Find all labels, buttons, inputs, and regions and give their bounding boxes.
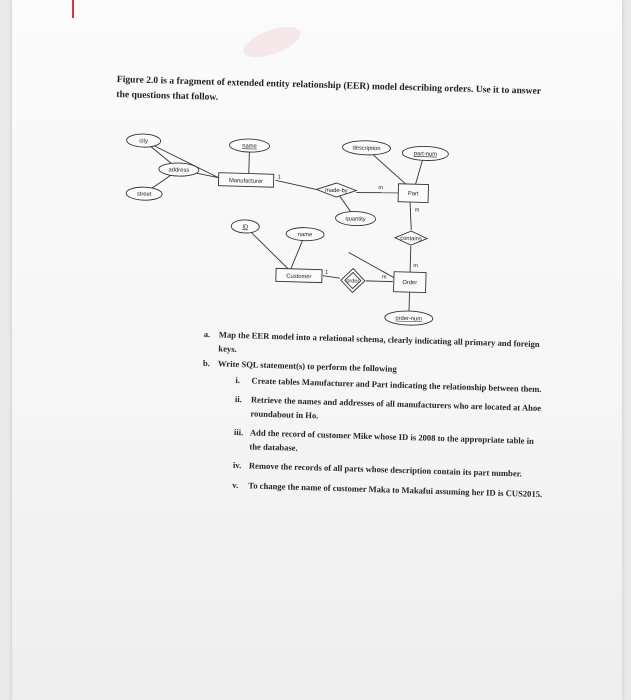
question-b-item-4 — [233, 459, 545, 482]
line-customer-orders — [323, 276, 340, 278]
rel-orders-label: order — [346, 278, 360, 285]
question-b-subitems — [232, 373, 547, 501]
line-id-customer — [244, 226, 291, 270]
question-b-item-4-marker: iv. — [232, 459, 242, 471]
card-madeby-part: m — [378, 185, 384, 192]
question-b-item-1-bold-part: Part — [371, 378, 389, 389]
question-b-item-1-text-before: Create tables — [251, 374, 303, 387]
entity-customer-label: Customer — [286, 273, 312, 281]
question-b-item-5 — [232, 478, 544, 501]
question-a-marker: a. — [203, 328, 211, 340]
intro-paragraph: Figure 2.0 is a fragment of extended entity relationship (EER) model describing orders. Use it to answer the questions that follow. — [116, 73, 542, 103]
card-orders-order: m — [381, 274, 387, 281]
attr-description-label: description — [352, 145, 381, 153]
card-contains-order: m — [413, 263, 418, 270]
attr-ordernum-label: order-num — [395, 315, 423, 323]
question-b-item-2 — [234, 393, 547, 429]
questions-list — [199, 328, 549, 507]
question-b-item-1-text-after: indicating the relationship between them. — [387, 378, 542, 394]
question-b-item-1-marker: i. — [235, 374, 241, 385]
line-part-contains — [409, 202, 412, 230]
question-b-item-1-text-mid: and — [353, 377, 372, 389]
line-contains-order — [410, 246, 411, 272]
card-customer-orders: 1 — [324, 269, 329, 276]
question-b-marker: b. — [202, 357, 211, 369]
question-b-item-3-marker: iii. — [233, 426, 244, 438]
question-b-item-3-text: Add the record of customer Mike whose ID is 2008 to the appropriate table in the database. — [249, 427, 535, 453]
paper-smudge — [240, 20, 305, 63]
attr-city-label: city — [139, 138, 149, 145]
attr-quantity-label: quantity — [345, 216, 366, 223]
attr-street-label: street — [136, 191, 152, 198]
entity-part-label: Part — [407, 191, 419, 198]
attr-id-label: ID — [242, 224, 249, 231]
card-manufacturer-madeby: 1 — [277, 174, 281, 181]
question-b-text: Write SQL statement(s) to perform the following — [217, 358, 397, 374]
question-b-item-3 — [233, 426, 546, 462]
question-b-item-5-text: To change the name of customer Maka to Makafui assuming her ID is CUS2015. — [248, 479, 543, 499]
entity-order-label: Order — [402, 279, 418, 287]
attr-partnum-label: part-num — [413, 151, 438, 158]
question-b-item-1-bold-manufacturer: Manufacturer — [301, 376, 354, 388]
red-pen-mark — [72, 0, 74, 18]
rel-contains-label: contains — [400, 235, 422, 243]
attr-address-label: address — [168, 167, 190, 174]
attr-manufacturer-name-label: name — [242, 143, 257, 150]
question-b-item-2-marker: ii. — [234, 393, 242, 405]
line-madeby-part — [356, 192, 398, 194]
question-b-item-5-marker: v. — [232, 479, 239, 490]
document-page — [12, 0, 622, 700]
question-a-text: Map the EER model into a relational schema, clearly indicating all primary and foreign keys. — [218, 329, 540, 354]
card-part-contains: m — [414, 207, 420, 214]
entity-manufacturer-label: Manufacturer — [228, 178, 264, 185]
line-manufacturer-madeby — [275, 180, 316, 189]
attr-customer-name-label: name — [297, 231, 313, 239]
question-b-item-4-text: Remove the records of all parts whose description contain its part number. — [248, 460, 523, 479]
rel-madeby-label: made-by — [324, 187, 348, 195]
line-orders-order — [366, 281, 393, 282]
question-b-item-2-text: Retrieve the names and addresses of all manufacturers who are located at Ahoe roundabout in Ho. — [250, 394, 542, 420]
eer-diagram-svg — [117, 128, 472, 334]
eer-diagram — [117, 128, 472, 334]
